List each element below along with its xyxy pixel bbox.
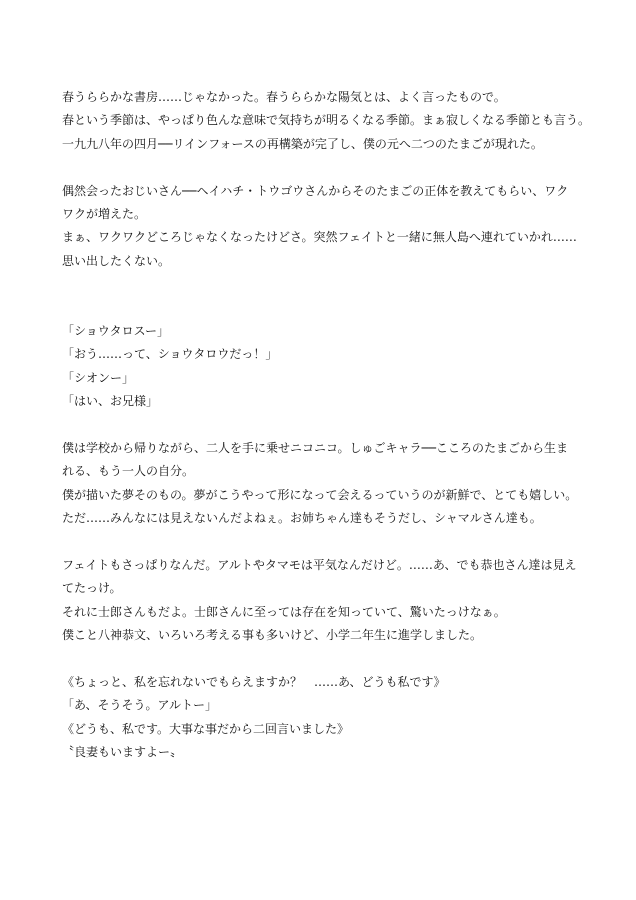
dialogue-line: 〝良妻もいますよー〟	[62, 745, 183, 760]
dialogue-line: 「シオンー」	[62, 370, 135, 385]
dialogue-line: 《ちょっと、私を忘れないでもらえますか？ ……あ、どうも私です》	[62, 675, 446, 690]
text-line: それに士郎さんもだよ。士郎さんに至っては存在を知っていて、驚いたっけなぁ。	[62, 604, 506, 619]
text-line: 春うららかな書房……じゃなかった。春うららかな陽気とは、よく言ったもので。	[62, 90, 506, 104]
blank-line	[62, 648, 582, 671]
blank-line	[62, 156, 582, 179]
dialogue-line: 「あ、そうそう。アルトー」	[62, 698, 218, 713]
text-body	[62, 86, 591, 765]
blank-line	[62, 273, 582, 296]
text-line: 僕は学校から帰りながら、二人を手に乗せニコニコ。しゅごキャラ──こころのたまごから生ま	[62, 441, 568, 456]
dialogue-line: 「ショウタロスー」	[62, 324, 170, 339]
text-line: 春という季節は、やっぱり色んな意味で気持ちが明るくなる季節。まぁ寂しくなる季節とも言う。	[62, 113, 591, 128]
text-line: フェイトもさっぱりなんだ。アルトやタマモは平気なんだけど。……あ、でも恭也さん達は見え	[62, 558, 577, 573]
text-line: まぁ、ワクワクどころじゃなくなったけどさ。突然フェイトと一緒に無人島へ連れていかれ……	[62, 230, 577, 245]
text-line: 偶然会ったおじいさん──ヘイハチ・トウゴウさんからそのたまごの正体を教えてもらい、ワク	[62, 183, 569, 198]
text-line: ワクが増えた。	[62, 207, 147, 222]
dialogue-line: 「おう……って、ショウタロウだっ！」	[62, 347, 278, 362]
blank-line	[62, 297, 582, 320]
text-line: 僕こと八神恭文、いろいろ考える事も多いけど、小学二年生に進学しました。	[62, 628, 483, 643]
blank-line	[62, 531, 582, 554]
text-line: 一九九八年の四月──リインフォースの再構築が完了し、僕の元へ二つのたまごが現れた。	[62, 136, 543, 151]
dialogue-line: 《どうも、私です。大事な事だから二回言いました》	[62, 721, 350, 736]
text-line: 思い出したくない。	[62, 253, 171, 268]
blank-line	[62, 414, 582, 437]
text-line: れる、もう一人の自分。	[62, 464, 195, 479]
dialogue-line: 「はい、お兄様」	[62, 394, 159, 409]
text-line: ただ……みんなには見えないんだよねぇ。お姉ちゃん達もそうだし、シャマルさん達も。	[62, 511, 542, 526]
text-line: てたっけ。	[62, 581, 122, 596]
text-line: 僕が描いた夢そのもの。夢がこうやって形になって会えるっていうのが新鮮で、とても嬉しい。	[62, 487, 578, 502]
